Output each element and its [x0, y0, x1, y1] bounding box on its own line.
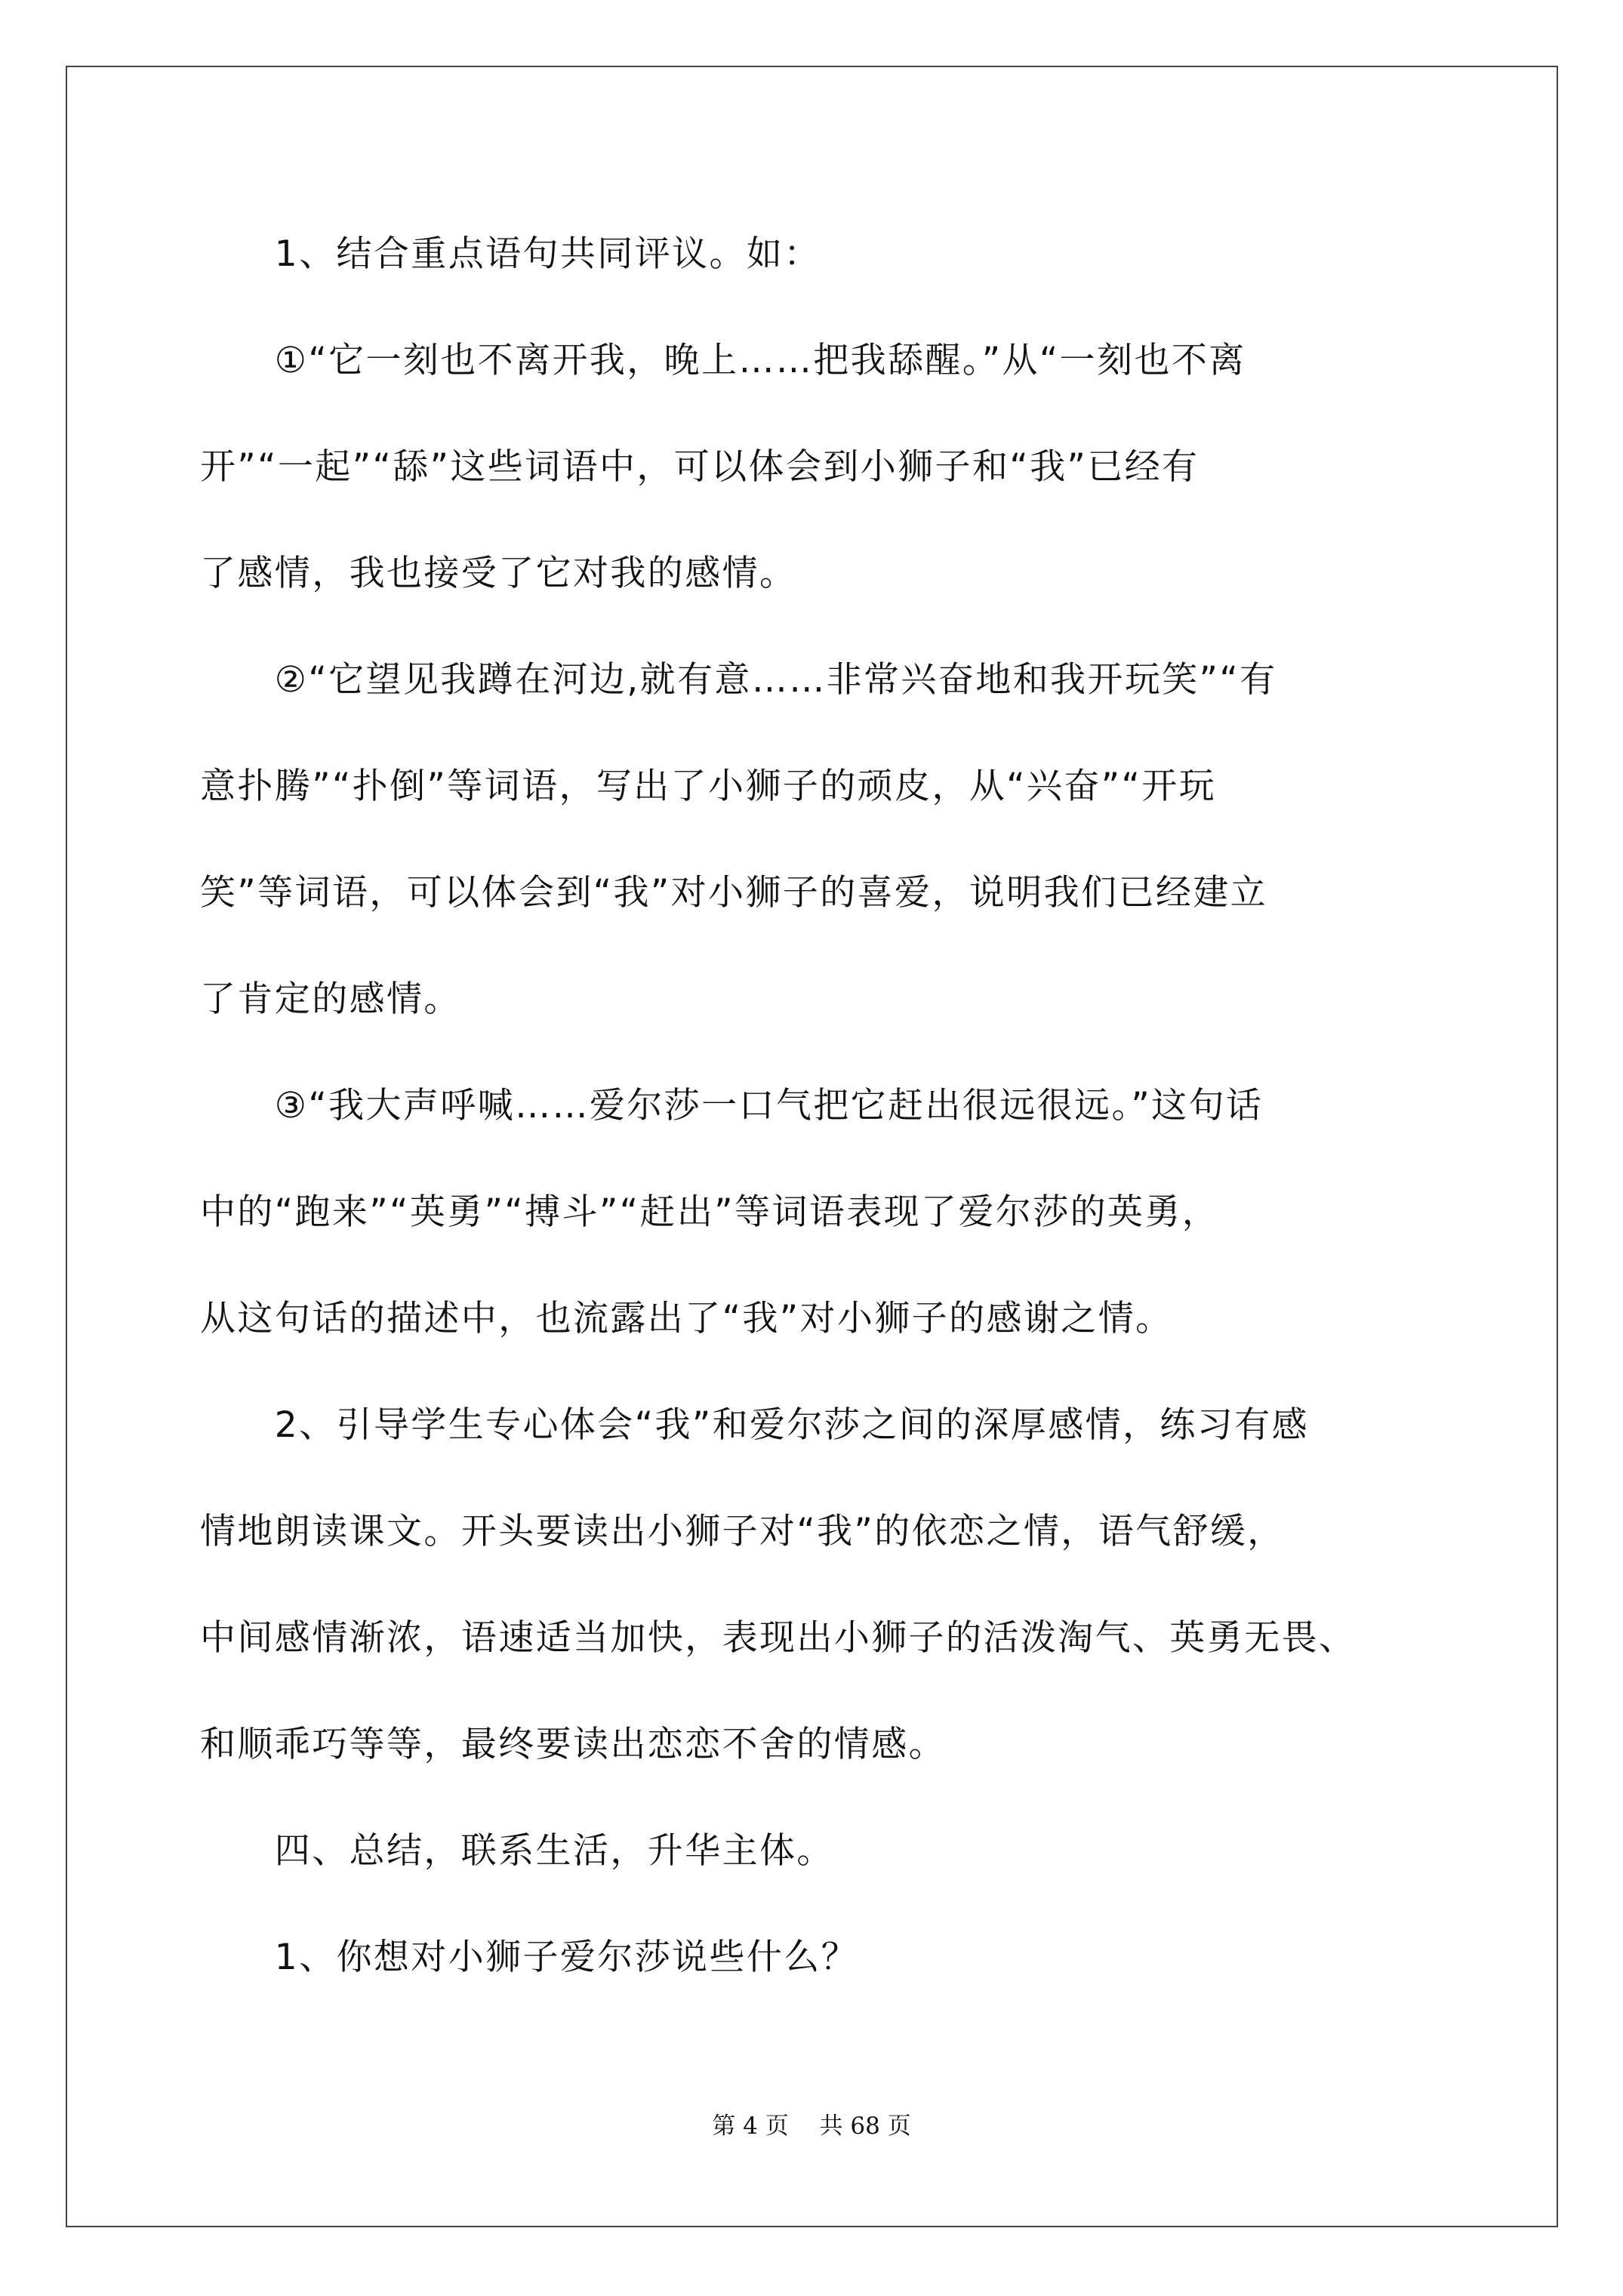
text-line-16: 四、总结，联系生活，升华主体。 — [200, 1830, 834, 1872]
page-number-footer: 第 4 页 共 68 页 — [712, 2113, 911, 2140]
text-line-7: 笑”等词语，可以体会到“我”对小狮子的喜爱，说明我们已经建立 — [200, 872, 1268, 914]
text-line-14: 中间感情渐浓，语速适当加快，表现出小狮子的活泼淘气、英勇无畏、 — [200, 1617, 1357, 1659]
text-line-9: ③“我大声呼喊……爱尔莎一口气把它赶出很远很远。”这句话 — [200, 1085, 1264, 1126]
text-line-12: 2、引导学生专心体会“我”和爱尔莎之间的深厚感情，练习有感 — [200, 1404, 1309, 1446]
page-border — [66, 66, 1558, 2227]
text-line-6: 意扑腾”“扑倒”等词语，写出了小狮子的顽皮，从“兴奋”“开玩 — [200, 766, 1217, 807]
text-line-3: 开”“一起”“舔”这些词语中，可以体会到小狮子和“我”已经有 — [200, 446, 1200, 488]
text-line-15: 和顺乖巧等等，最终要读出恋恋不舍的情感。 — [200, 1724, 946, 1765]
text-line-1: 1、结合重点语句共同评议。如： — [200, 233, 821, 275]
text-line-4: 了感情，我也接受了它对我的感情。 — [200, 553, 797, 594]
text-line-17: 1、你想对小狮子爱尔莎说些什么？ — [200, 1937, 859, 1978]
text-line-5: ②“它望见我蹲在河边,就有意……非常兴奋地和我开玩笑”“有 — [200, 659, 1277, 701]
text-line-2: ①“它一刻也不离开我，晚上……把我舔醒。”从“一刻也不离 — [200, 340, 1246, 381]
text-line-13: 情地朗读课文。开头要读出小狮子对“我”的依恋之情，语气舒缓， — [200, 1511, 1285, 1552]
text-line-8: 了肯定的感情。 — [200, 978, 461, 1020]
text-line-10: 中的“跑来”“英勇”“搏斗”“赶出”等词语表现了爱尔莎的英勇， — [200, 1191, 1220, 1233]
text-line-11: 从这句话的描述中，也流露出了“我”对小狮子的感谢之情。 — [200, 1298, 1173, 1339]
